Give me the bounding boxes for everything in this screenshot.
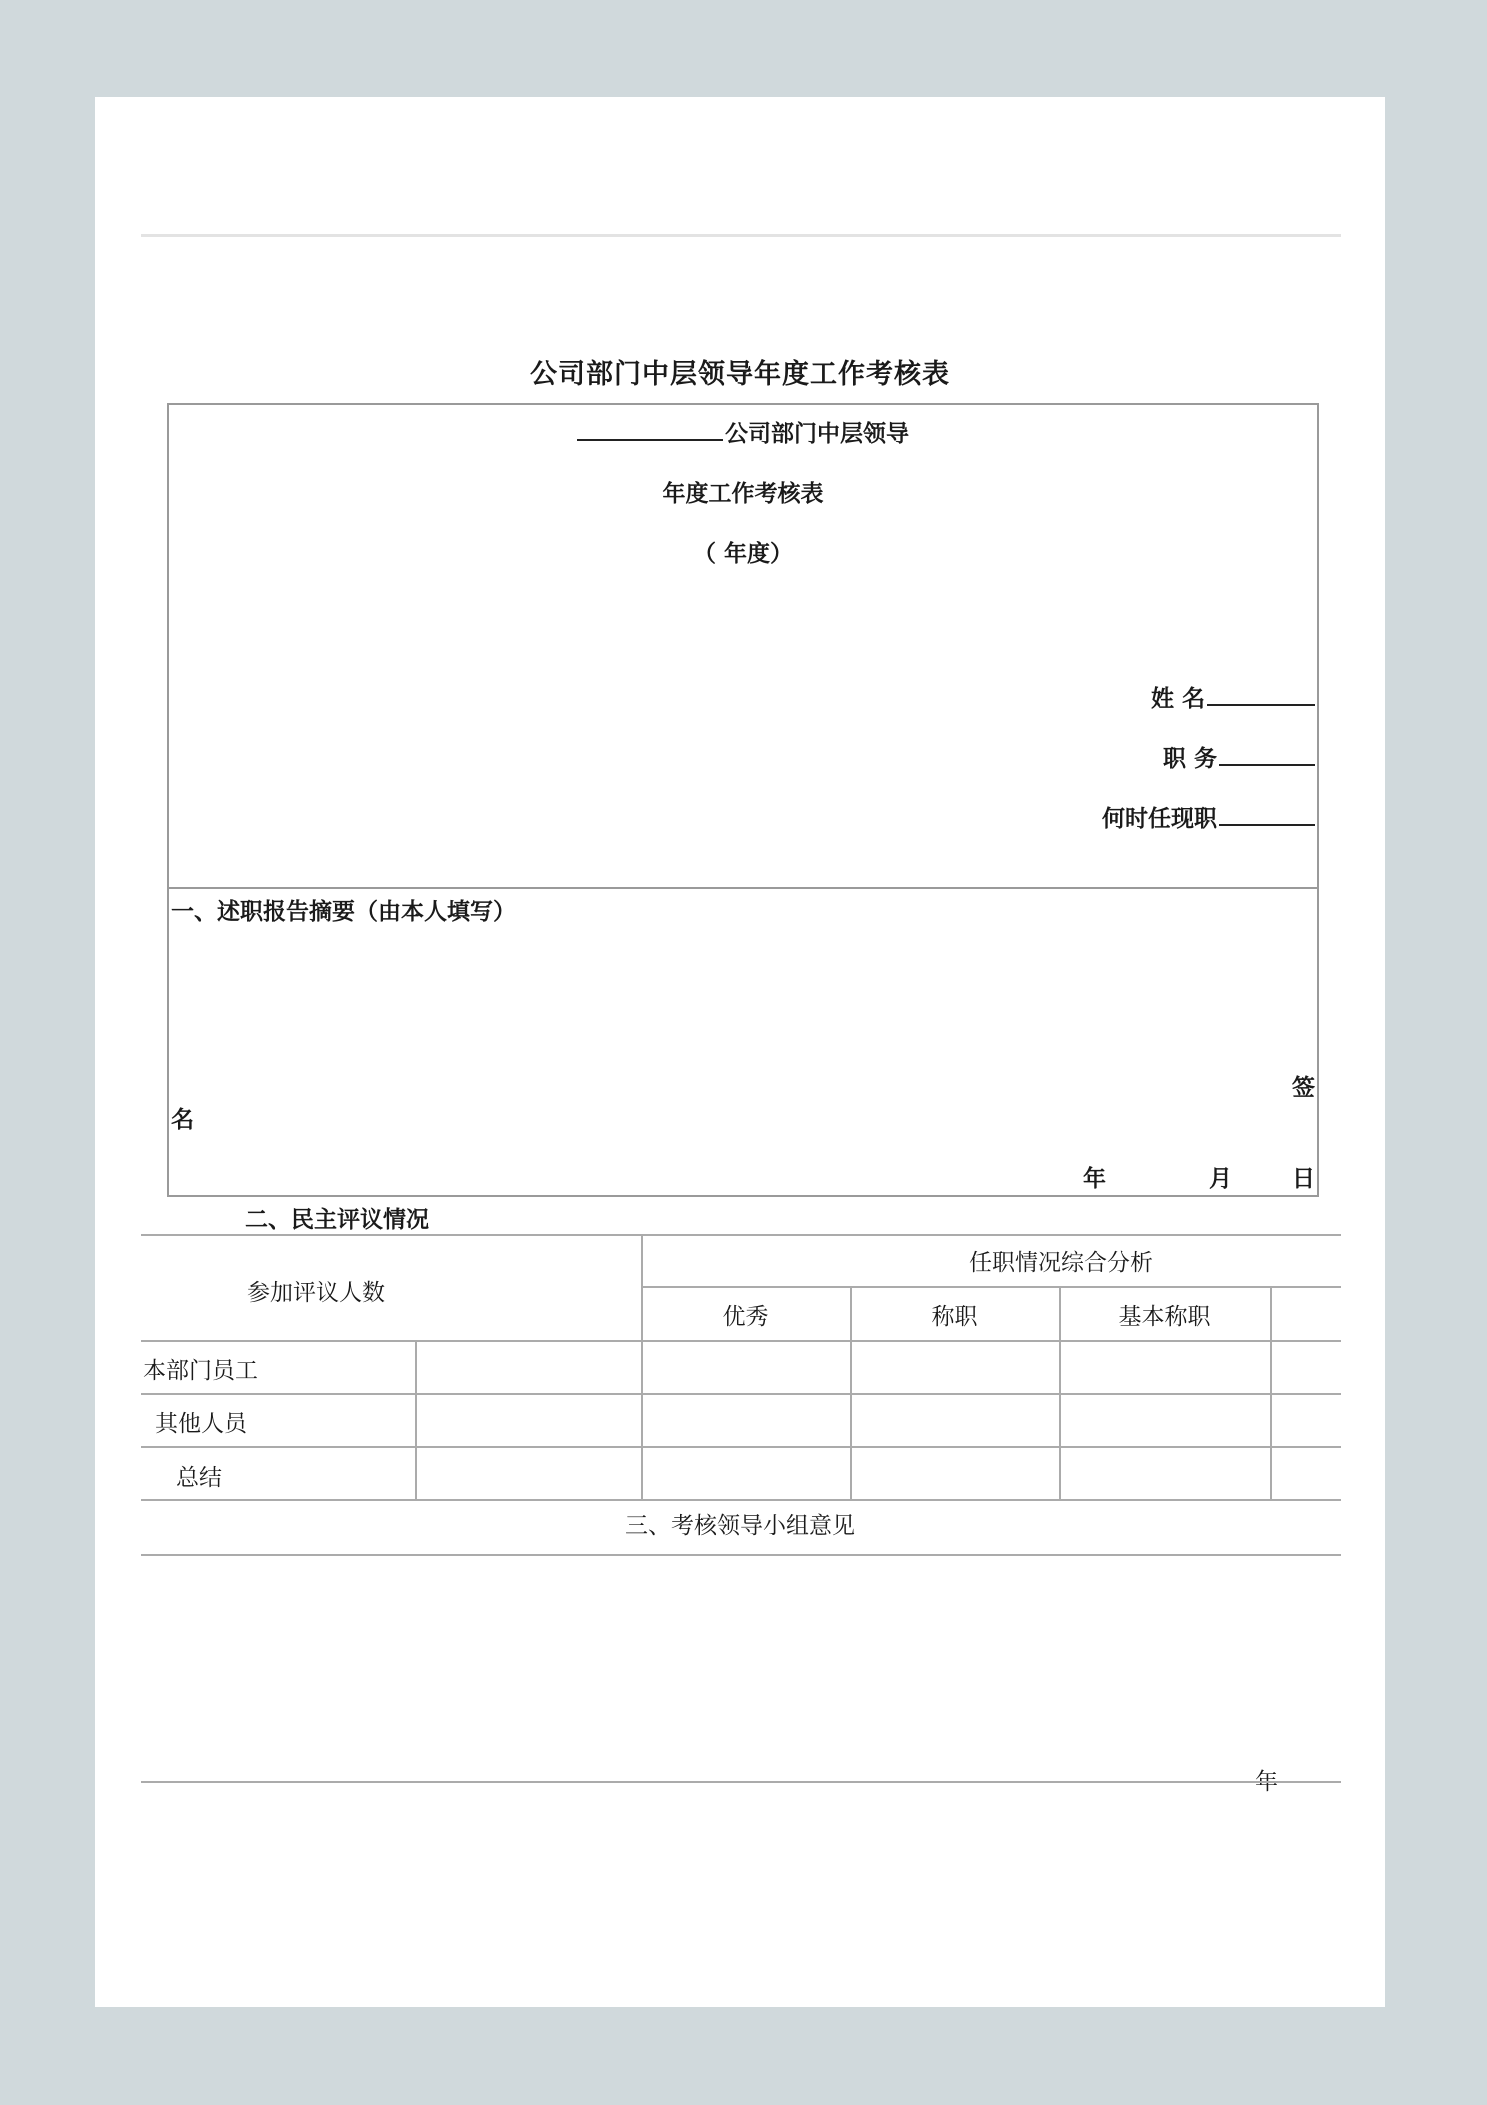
row-label-total: 总结 xyxy=(176,1465,222,1491)
table-rule xyxy=(141,1340,1341,1342)
cover-line1-text: 公司部门中层领导 xyxy=(725,421,909,447)
table-rule xyxy=(415,1340,417,1499)
row-label-others: 其他人员 xyxy=(155,1411,247,1437)
row-label-dept-staff: 本部门员工 xyxy=(143,1358,258,1384)
analysis-header: 任职情况综合分析 xyxy=(969,1250,1153,1276)
table-rule xyxy=(141,1499,1341,1501)
participants-header: 参加评议人数 xyxy=(247,1280,385,1306)
section3-heading: 三、考核领导小组意见 xyxy=(625,1513,855,1539)
cover-box xyxy=(167,403,1319,889)
date-day-label: 日 xyxy=(1292,1166,1315,1192)
document-title: 公司部门中层领导年度工作考核表 xyxy=(530,359,950,390)
section2-heading: 二、民主评议情况 xyxy=(245,1207,429,1233)
column-header-basic: 基本称职 xyxy=(1118,1304,1211,1330)
position-row xyxy=(1163,740,1315,773)
cover-line-year: （ 年度） xyxy=(692,541,793,567)
name-blank[interactable] xyxy=(1207,684,1315,706)
summary-box[interactable] xyxy=(167,889,1319,1197)
table-rule xyxy=(141,1234,1341,1236)
cover-line-subtitle: 年度工作考核表 xyxy=(662,481,824,507)
date-month-label: 月 xyxy=(1209,1166,1232,1192)
date-year-label: 年 xyxy=(1083,1166,1106,1192)
name-label: 姓 名 xyxy=(1150,686,1205,712)
since-label: 何时任现职 xyxy=(1102,806,1217,832)
table-rule xyxy=(141,1446,1341,1448)
company-blank[interactable] xyxy=(577,417,723,441)
bottom-rule xyxy=(141,1781,1341,1783)
document-page xyxy=(95,97,1385,2007)
table-rule xyxy=(1270,1286,1272,1499)
sign-label-part1: 签 xyxy=(1292,1075,1315,1101)
position-label: 职 务 xyxy=(1162,746,1217,772)
section1-heading: 一、述职报告摘要（由本人填写） xyxy=(171,899,516,925)
column-header-competent: 称职 xyxy=(931,1304,978,1330)
name-row xyxy=(1151,680,1315,713)
table-rule xyxy=(141,1554,1341,1556)
since-row xyxy=(1102,800,1315,833)
column-header-excellent: 优秀 xyxy=(722,1304,769,1330)
header-rule xyxy=(141,234,1341,237)
sign-label-part2: 名 xyxy=(171,1107,194,1133)
section3-year-partial: 年 xyxy=(1255,1769,1278,1795)
table-rule xyxy=(141,1393,1341,1395)
cover-line-company xyxy=(169,415,1317,448)
table-rule xyxy=(641,1286,1341,1288)
since-blank[interactable] xyxy=(1219,804,1315,826)
position-blank[interactable] xyxy=(1219,744,1315,766)
evaluation-table xyxy=(141,1234,1341,1654)
